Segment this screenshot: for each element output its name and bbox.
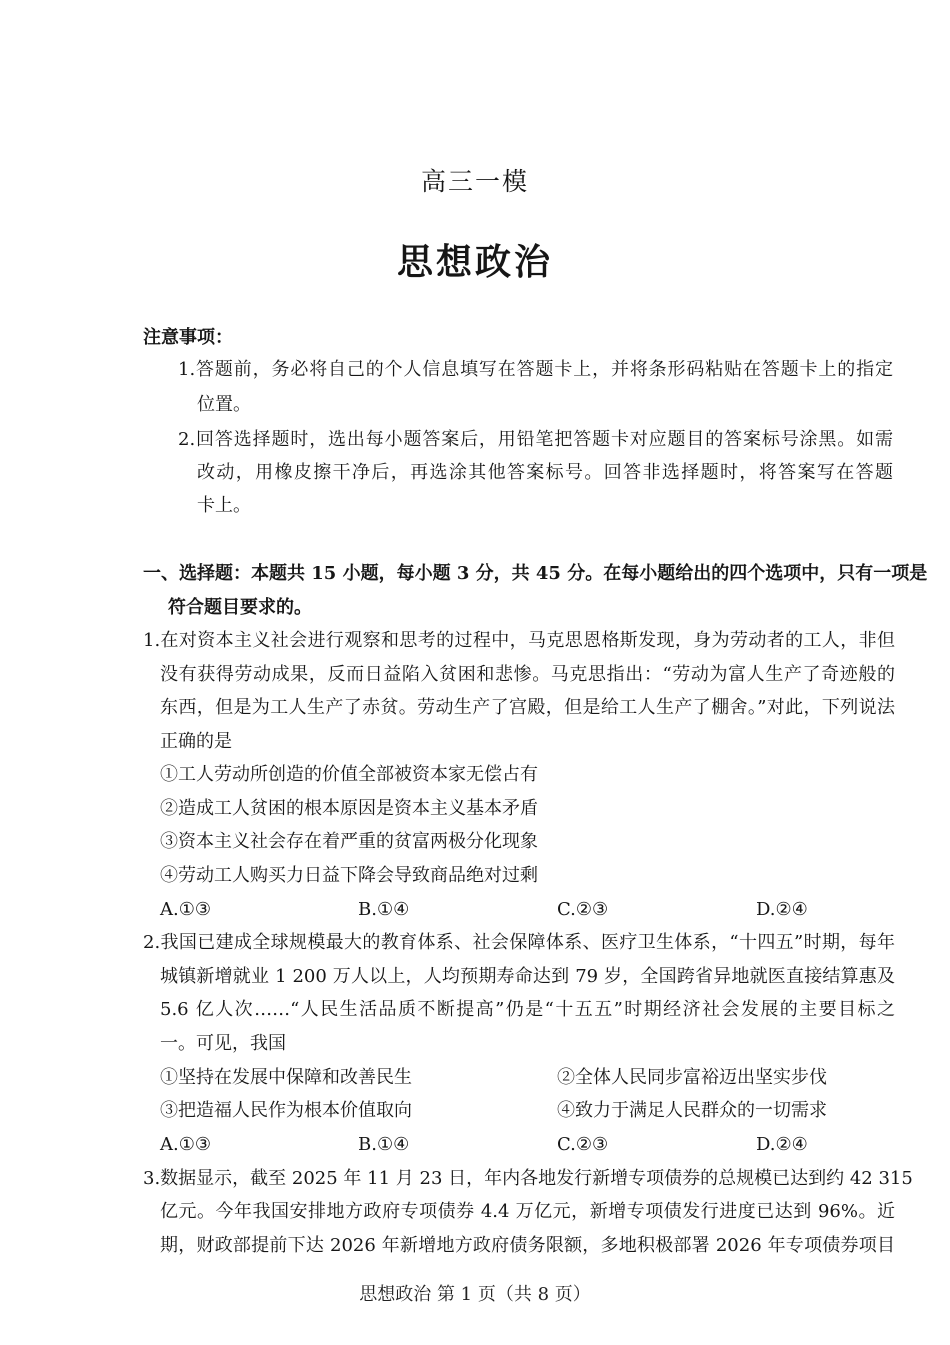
q1-option-b: B.①④ (358, 899, 410, 920)
q1-option-d: D.②④ (756, 899, 808, 920)
q1-statement-3: ③资本主义社会存在着严重的贫富两极分化现象 (160, 831, 538, 852)
q1-statement-2: ②造成工人贫困的根本原因是资本主义基本矛盾 (160, 798, 538, 819)
q2-option-a: A.①③ (160, 1134, 211, 1155)
q2-statement-3: ③把造福人民作为根本价值取向 (160, 1100, 412, 1121)
section-1-heading-line-2: 符合题目要求的。 (168, 597, 312, 618)
q2-stem-line-3: 5.6 亿人次……“人民生活品质不断提高”仍是“十五五”时期经济社会发展的主要目标之 (160, 999, 895, 1020)
q2-statement-4: ④致力于满足人民群众的一切需求 (557, 1100, 827, 1121)
q2-stem-line-4: 一。可见，我国 (160, 1033, 286, 1054)
q2-option-c: C.②③ (557, 1134, 609, 1155)
section-1-heading-line-1: 一、选择题：本题共 15 小题，每小题 3 分，共 45 分。在每小题给出的四个选项中，只有一项是 (143, 563, 928, 584)
notice-item-1-line-1: 1.答题前，务必将自己的个人信息填写在答题卡上，并将条形码粘贴在答题卡上的指定 (178, 359, 893, 380)
q3-stem-line-3: 期，财政部提前下达 2026 年新增地方政府债务限额，多地积极部署 2026 年专项债券项目 (160, 1235, 895, 1256)
q1-statement-4: ④劳动工人购买力日益下降会导致商品绝对过剩 (160, 865, 538, 886)
exam-subtitle: 高三一模 (420, 167, 529, 196)
q2-option-d: D.②④ (756, 1134, 808, 1155)
q2-statement-1: ①坚持在发展中保障和改善民生 (160, 1067, 412, 1088)
q1-stem-line-1: 1.在对资本主义社会进行观察和思考的过程中，马克思恩格斯发现，身为劳动者的工人，非但 (143, 630, 895, 651)
q2-stem-line-2: 城镇新增就业 1 200 万人以上，人均预期寿命达到 79 岁，全国跨省异地就医直接结算惠及 (160, 966, 895, 987)
notice-item-2-line-1: 2.回答选择题时，选出每小题答案后，用铅笔把答题卡对应题目的答案标号涂黑。如需 (178, 429, 893, 450)
notice-item-1-line-2: 位置。 (197, 394, 251, 415)
notice-heading: 注意事项： (143, 327, 233, 348)
q2-option-b: B.①④ (358, 1134, 410, 1155)
notice-item-2-line-2: 改动，用橡皮擦干净后，再选涂其他答案标号。回答非选择题时，将答案写在答题 (197, 462, 893, 483)
notice-item-2-line-3: 卡上。 (197, 495, 251, 516)
page-footer: 思想政治 第 1 页（共 8 页） (359, 1284, 591, 1305)
q1-option-a: A.①③ (160, 899, 211, 920)
q3-stem-line-1: 3.数据显示，截至 2025 年 11 月 23 日，年内各地发行新增专项债券的总规模已达到约 42 315 (143, 1168, 913, 1189)
q1-stem-line-3: 东西，但是为工人生产了赤贫。劳动生产了宫殿，但是给工人生产了棚舍。”对此，下列说法 (160, 697, 895, 718)
q3-stem-line-2: 亿元。今年我国安排地方政府专项债券 4.4 万亿元，新增专项债发行进度已达到 96%。近 (160, 1201, 895, 1222)
q1-option-c: C.②③ (557, 899, 609, 920)
exam-title: 思想政治 (396, 241, 553, 283)
q2-stem-line-1: 2.我国已建成全球规模最大的教育体系、社会保障体系、医疗卫生体系，“十四五”时期，每年 (143, 932, 895, 953)
q1-stem-line-2: 没有获得劳动成果，反而日益陷入贫困和悲惨。马克思指出：“劳动为富人生产了奇迹般的 (160, 664, 895, 685)
q1-statement-1: ①工人劳动所创造的价值全部被资本家无偿占有 (160, 764, 538, 785)
q2-statement-2: ②全体人民同步富裕迈出坚实步伐 (557, 1067, 827, 1088)
q1-stem-line-4: 正确的是 (160, 731, 232, 752)
